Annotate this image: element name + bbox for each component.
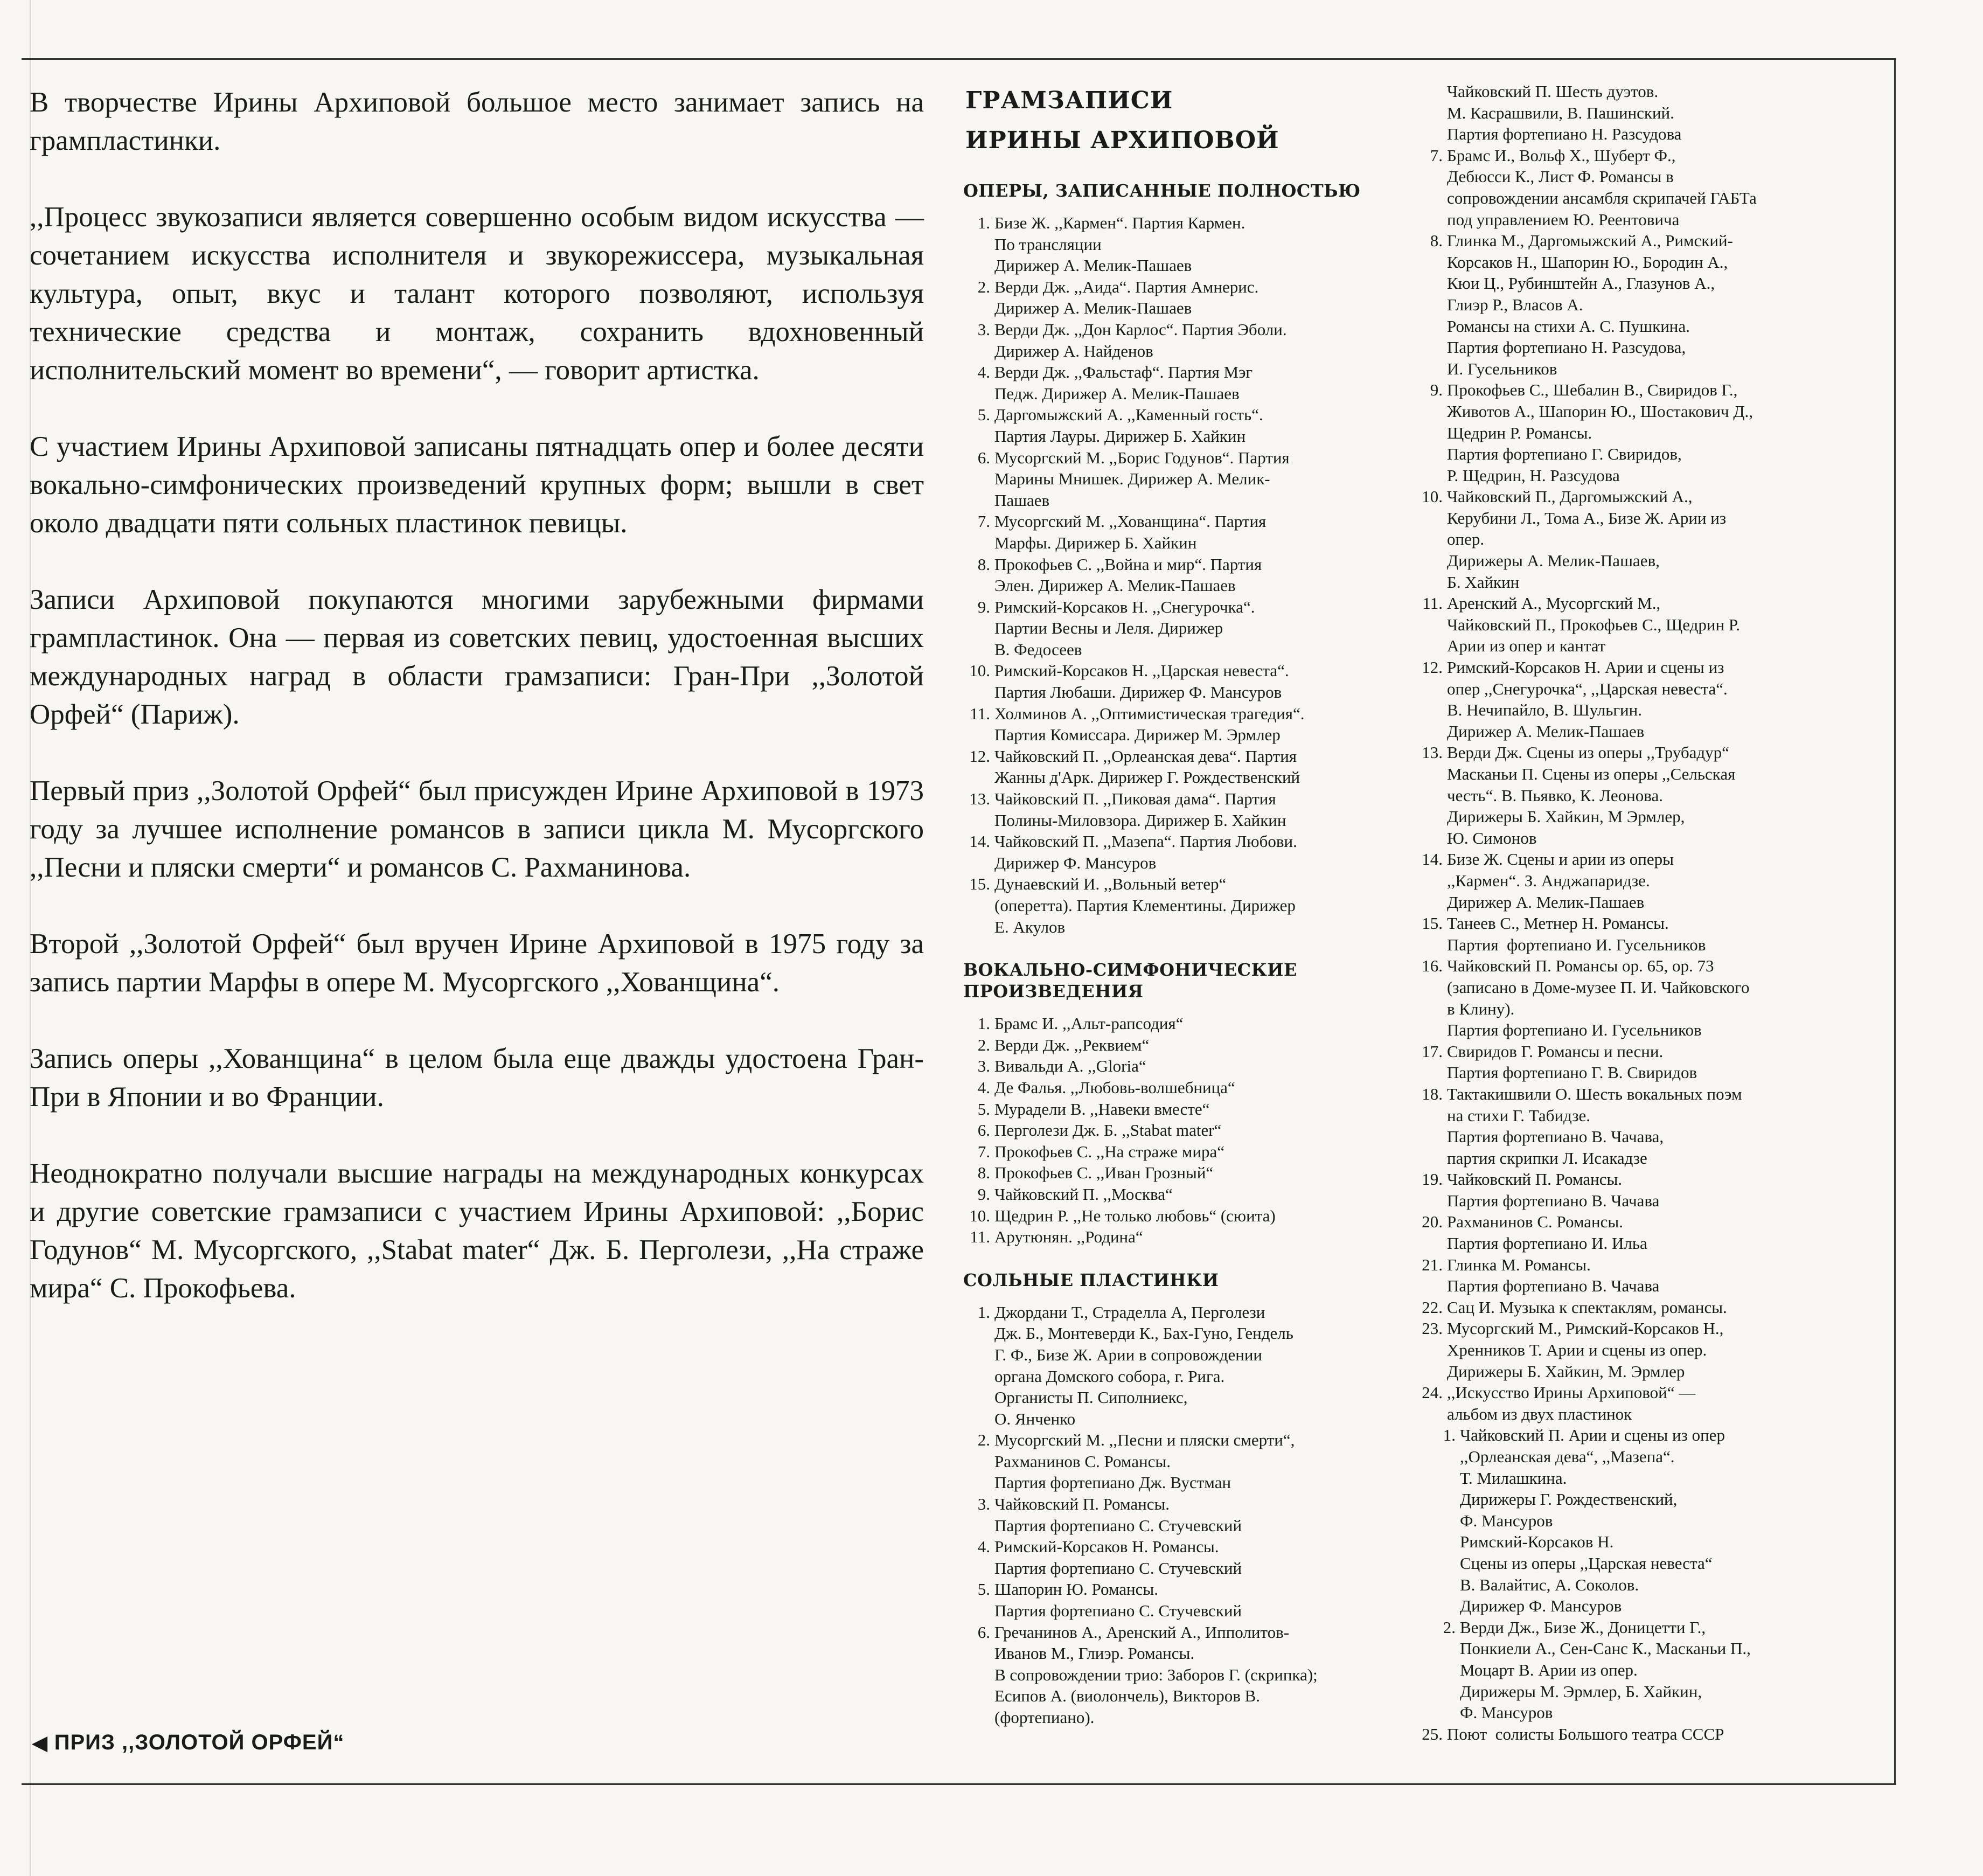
item-text: Чайковский П. ,,Пиковая дама“. Партия Полины-Миловзора. Дирижер Б. Хайкин — [994, 789, 1286, 830]
item-number: 2. — [977, 1035, 990, 1054]
list-item — [963, 596, 1394, 661]
left-pointer-icon: ◀ — [32, 1732, 48, 1754]
list-item — [963, 788, 1394, 831]
item-number: 11. — [970, 704, 990, 723]
list-item — [963, 276, 1394, 319]
item-text: Танеев С., Метнер Н. Романсы. Партия фортепиано И. Гусельников — [1447, 914, 1706, 954]
item-text: Прокофьев С. ,,Война и мир“. Партия Элен. Дирижер А. Мелик-Пашаев — [994, 554, 1262, 595]
item-text: Свиридов Г. Романсы и песни. Партия фортепиано Г. В. Свиридов — [1447, 1041, 1697, 1082]
item-text: Бизе Ж. Сцены и арии из оперы ,,Кармен“. З. Анджапаридзе. Дирижер А. Мелик-Пашаев — [1447, 850, 1674, 912]
item-number: 11. — [1422, 594, 1443, 613]
item-text: Прокофьев С. ,,Иван Грозный“ — [994, 1163, 1214, 1183]
item-text: Брамс И. ,,Альт-рапсодия“ — [994, 1014, 1184, 1033]
list-item — [963, 1622, 1394, 1728]
item-text: Глинка М. Романсы. Партия фортепиано В. Чачава — [1447, 1255, 1660, 1296]
list-item — [1416, 145, 1847, 230]
list-item — [963, 1055, 1394, 1077]
solo-list — [963, 1302, 1394, 1728]
item-number: 24. — [1422, 1383, 1443, 1402]
item-text: Мусоргский М., Римский-Корсаков Н., Хренников Т. Арии и сцены из опер. Дирижеры Б. Хайкин, М. Эрмлер — [1447, 1319, 1724, 1381]
item-number: 20. — [1422, 1212, 1443, 1232]
list-item — [963, 1099, 1394, 1120]
item-text: Гречанинов А., Аренский А., Ипполитов- Иванов М., Глиэр. Романсы. В сопровождении трио: Заборов Г. (скрипка); Есипов А. (виолончель), Викторов В. (фортепиано). — [994, 1622, 1318, 1727]
item-text: Аренский А., Мусоргский М., Чайковский П., Прокофьев С., Щедрин Р. Арии из опер и кантат — [1447, 594, 1740, 656]
solo-list-continued — [1416, 145, 1847, 1425]
discography-column-1 — [963, 81, 1394, 1750]
item-text: Чайковский П. Романсы ор. 65, ор. 73 (записано в Доме-музее П. И. Чайковского в Клину). Партия фортепиано И. Гусельников — [1447, 956, 1750, 1040]
item-text: Чайковский П. ,,Москва“ — [994, 1184, 1173, 1204]
section-title-operas: ОПЕРЫ, ЗАПИСАННЫЕ ПОЛНОСТЬЮ — [963, 180, 1361, 201]
item-text: Де Фалья. ,,Любовь-волшебница“ — [994, 1078, 1235, 1097]
caption-text: ПРИЗ ,,ЗОЛОТОЙ ОРФЕЙ“ — [54, 1731, 345, 1754]
item-number: 25. — [1422, 1724, 1443, 1743]
list-item — [963, 447, 1394, 511]
item-number: 8. — [1430, 231, 1443, 251]
last-item — [1416, 1724, 1847, 1745]
item-text: ,,Искусство Ирины Архиповой“ — альбом из двух пластинок — [1447, 1383, 1696, 1423]
paragraph: Неоднократно получали высшие награды на международных конкурсах и другие советские грамзаписи с участием Ирины Архиповой: ,,Борис Годунов“ М. Мусоргского, ,,Stabat mater“ Дж. Б. Перголези, ,,На страже мира“ С. Прокофьева. — [30, 1158, 924, 1304]
item-text: Чайковский П. ,,Мазепа“. Партия Любови. Дирижер Ф. Мансуров — [994, 832, 1297, 872]
bottom-rule — [22, 1783, 1896, 1785]
item-text: Арутюнян. ,,Родина“ — [994, 1227, 1143, 1247]
item-number: 14. — [1422, 850, 1443, 869]
item-text: Римский-Корсаков Н. ,,Царская невеста“. Партия Любаши. Дирижер Ф. Мансуров — [994, 661, 1289, 702]
list-item — [963, 1013, 1394, 1034]
list-item — [1416, 955, 1847, 1040]
item-number: 12. — [969, 746, 990, 766]
paragraph: Записи Архиповой покупаются многими зарубежными фирмами грампластинок. Она — первая из советских певиц, удостоенная высших международных наград в области грамзаписи: Гран-При ,,Золотой Орфей“ (Париж). — [30, 584, 924, 730]
item-number: 7. — [1430, 145, 1443, 165]
list-item — [963, 1536, 1394, 1579]
item-text: Джордани Т., Страделла А, Перголези Дж. Б., Монтеверди К., Бах-Гуно, Гендель Г. Ф., Бизе Ж. Арии в сопровождении органа Домского собора, г. Рига. Органисты П. Сиполниекс, О. Янченко — [994, 1302, 1293, 1428]
paragraph: Второй ,,Золотой Орфей“ был вручен Ирине Архиповой в 1975 году за запись партии Марфы в опере М. Мусоргского ,,Хованщина“. — [30, 928, 924, 998]
item-text: Холминов А. ,,Оптимистическая трагедия“. Партия Комиссара. Дирижер М. Эрмлер — [994, 704, 1305, 745]
item-number: 19. — [1422, 1170, 1443, 1189]
operas-list — [963, 212, 1394, 937]
list-item — [963, 831, 1394, 873]
item-number: 5. — [977, 1099, 990, 1118]
item-number: 10. — [1422, 487, 1443, 506]
item-text: Верди Дж. ,,Реквием“ — [994, 1035, 1150, 1054]
list-item — [963, 1205, 1394, 1227]
item-text: Чайковский П. Романсы. Партия фортепиано С. Стучевский — [994, 1495, 1242, 1535]
list-item — [963, 660, 1394, 703]
right-rule — [1894, 58, 1896, 1785]
item-number: 4. — [977, 363, 990, 382]
item-number: 6. — [977, 1622, 990, 1642]
item-text: Верди Дж. ,,Дон Карлос“. Партия Эболи. Дирижер А. Найденов — [994, 319, 1287, 360]
section-title-vocal: ВОКАЛЬНО-СИМФОНИЧЕСКИЕ ПРОИЗВЕДЕНИЯ — [963, 960, 1297, 1002]
list-item — [1416, 379, 1847, 486]
paragraph: Запись оперы ,,Хованщина“ в целом была еще дважды удостоена Гран-При в Японии и во Франции. — [30, 1043, 924, 1113]
list-item — [963, 1184, 1394, 1205]
list-item — [963, 1579, 1394, 1621]
item-number: 7. — [977, 512, 990, 531]
item-text: Тактакишвили О. Шесть вокальных поэм на стихи Г. Табидзе. Партия фортепиано В. Чачава, партия скрипки Л. Исакадзе — [1447, 1084, 1742, 1168]
paragraph: ,,Процесс звукозаписи является совершенно особым видом искусства — сочетанием искусства исполнителя и звукорежиссера, музыкальная культура, опыт, вкус и талант которого позволяют, используя технические средства и монтаж, сохранить вдохновенный исполнительский момент во времени“, — говорит артистка. — [30, 202, 924, 386]
item-text: Римский-Корсаков Н. ,,Снегурочка“. Партии Весны и Леля. Дирижер В. Федосеев — [994, 597, 1255, 659]
item-number: 17. — [1422, 1041, 1443, 1061]
item-number: 9. — [977, 597, 990, 616]
top-rule — [22, 58, 1896, 60]
list-item — [963, 1162, 1394, 1184]
item-text: Шапорин Ю. Романсы. Партия фортепиано С. Стучевский — [994, 1580, 1242, 1621]
item-text: Брамс И., Вольф Х., Шуберт Ф., Дебюсси К., Лист Ф. Романсы в сопровождении ансамбля скрипачей ГАБТа под управлением Ю. Реентовича — [1447, 145, 1757, 229]
item-text: Мурадели В. ,,Навеки вместе“ — [994, 1099, 1210, 1118]
item-text: Поют солисты Большого театра СССР — [1447, 1724, 1724, 1743]
list-item — [963, 1077, 1394, 1099]
list-item — [1416, 230, 1847, 379]
item-number: 4. — [977, 1537, 990, 1557]
list-item — [1416, 849, 1847, 913]
item-text: Римский-Корсаков Н. Арии и сцены из опер ,,Снегурочка“, ,,Царская невеста“. В. Нечипайло, В. Шульгин. Дирижер А. Мелик-Пашаев — [1447, 658, 1728, 741]
item-number: 8. — [977, 554, 990, 574]
item-number: 15. — [969, 874, 990, 894]
list-item — [963, 1429, 1394, 1493]
item-text: Чайковский П. Арии и сцены из опер ,,Орлеанская дева“, ,,Мазепа“. Т. Милашкина. Дирижеры Г. Рождественский, Ф. Мансуров Римский-Корсаков Н. Сцены из оперы ,,Царская невеста“ В. Валайтис, А. Соколов. Дирижер Ф. Мансуров — [1460, 1426, 1725, 1616]
item-number: 1. — [1443, 1426, 1456, 1445]
item-number: 2. — [1443, 1617, 1456, 1637]
vocal-list — [963, 1013, 1394, 1248]
list-item — [1416, 1083, 1847, 1169]
list-item — [1436, 1617, 1847, 1724]
list-item — [1416, 913, 1847, 955]
list-item — [1416, 486, 1847, 593]
list-item — [963, 1120, 1394, 1141]
item-text: Прокофьев С. ,,На страже мира“ — [994, 1142, 1225, 1161]
item-number: 5. — [977, 1580, 990, 1599]
album-list — [1416, 1425, 1847, 1723]
list-item — [963, 873, 1394, 937]
list-item — [963, 1226, 1394, 1248]
list-item — [1416, 1169, 1847, 1211]
item-text: Верди Дж., Бизе Ж., Доницетти Г., Понкиели А., Сен-Санс К., Масканьи П., Моцарт В. Арии из опер. Дирижеры М. Эрмлер, Б. Хайкин, Ф. Мансуров — [1460, 1617, 1751, 1722]
item-text: Верди Дж. Сцены из оперы ,,Трубадур“ Масканьи П. Сцены из оперы ,,Сельская честь“. В. Пьявко, К. Леонова. Дирижеры Б. Хайкин, М Эрмлер, Ю. Симонов — [1447, 743, 1736, 847]
item-number: 22. — [1422, 1297, 1443, 1317]
item-number: 23. — [1422, 1319, 1443, 1338]
list-item — [1416, 1211, 1847, 1254]
list-item — [963, 554, 1394, 596]
paragraph: В творчестве Ирины Архиповой большое место занимает запись на грампластинки. — [30, 87, 924, 156]
item-number: 8. — [977, 1163, 990, 1183]
list-item — [1416, 1382, 1847, 1425]
list-item — [1416, 742, 1847, 849]
item-number: 11. — [970, 1227, 990, 1247]
item-number: 2. — [977, 1430, 990, 1450]
list-item — [1416, 1318, 1847, 1382]
section-title-solo: СОЛЬНЫЕ ПЛАСТИНКИ — [963, 1269, 1219, 1290]
item-number: 9. — [977, 1184, 990, 1204]
item-number: 13. — [1422, 743, 1443, 762]
item-number: 18. — [1422, 1084, 1443, 1103]
item-number: 1. — [977, 1302, 990, 1322]
item-number: 21. — [1422, 1255, 1443, 1274]
item-number: 6. — [977, 1121, 990, 1140]
item-text: Прокофьев С., Шебалин В., Свиридов Г., Животов А., Шапорин Ю., Шостакович Д., Щедрин Р. Романсы. Партия фортепиано Г. Свиридов, Р. Щедрин, Н. Разсудова — [1447, 380, 1753, 485]
article-text — [30, 84, 924, 1346]
item-number: 3. — [977, 1057, 990, 1076]
list-item — [963, 511, 1394, 553]
list-item — [963, 212, 1394, 276]
item-number: 12. — [1422, 658, 1443, 677]
item-number: 13. — [969, 789, 990, 809]
list-item — [963, 1302, 1394, 1430]
item-number: 6. — [977, 448, 990, 467]
item-text: Чайковский П., Даргомыжский А., Керубини Л., Тома А., Бизе Ж. Арии из опер. Дирижеры А. Мелик-Пашаев, Б. Хайкин — [1447, 487, 1727, 592]
list-item — [963, 703, 1394, 746]
list-item — [963, 746, 1394, 788]
item-text: Щедрин Р. ,,Не только любовь“ (сюита) — [994, 1206, 1276, 1225]
list-item — [1416, 1724, 1847, 1745]
item-number: 15. — [1422, 914, 1443, 933]
item-number: 5. — [977, 405, 990, 425]
item-text: Дунаевский И. ,,Вольный ветер“ (оперетта). Партия Клементины. Дирижер Е. Акулов — [994, 874, 1296, 936]
item-number: 10. — [969, 661, 990, 680]
list-item — [1416, 657, 1847, 742]
list-item — [963, 1034, 1394, 1056]
paragraph: С участием Ирины Архиповой записаны пятнадцать опер и более десяти вокально-симфонических произведений крупных форм; вышли в свет около двадцати пяти сольных пластинок певицы. — [30, 431, 924, 539]
item-text: Чайковский П. ,,Орлеанская дева“. Партия Жанны д'Арк. Дирижер Г. Рождественский — [994, 746, 1300, 787]
item-text: Рахманинов С. Романсы. Партия фортепиано И. Ильа — [1447, 1212, 1647, 1253]
continuation-text: Чайковский П. Шесть дуэтов. М. Касрашвили, В. Пашинский. Партия фортепиано Н. Разсудова — [1447, 82, 1682, 144]
item-text: Римский-Корсаков Н. Романсы. Партия фортепиано С. Стучевский — [994, 1537, 1242, 1578]
item-number: 7. — [977, 1142, 990, 1161]
item-number: 9. — [1430, 380, 1443, 400]
item-text: Верди Дж. ,,Аида“. Партия Амнерис. Дирижер А. Мелик-Пашаев — [994, 277, 1259, 318]
item-number: 1. — [977, 1014, 990, 1033]
photo-caption — [32, 1731, 344, 1755]
list-item — [1416, 1254, 1847, 1297]
item-text: Перголези Дж. Б. ,,Stabat mater“ — [994, 1121, 1222, 1140]
item-text: Глинка М., Даргомыжский А., Римский- Корсаков Н., Шапорин Ю., Бородин А., Кюи Ц., Рубинштейн А., Глазунов А., Глиэр Р., Власов А. Романсы на стихи А. С. Пушкина. Партия фортепиано Н. Разсудова, И. Гусельников — [1447, 231, 1733, 378]
item-text: Даргомыжский А. ,,Каменный гость“. Партия Лауры. Дирижер Б. Хайкин — [994, 405, 1263, 446]
paragraph: Первый приз ,,Золотой Орфей“ был присужден Ирине Архиповой в 1973 году за лучшее исполнение романсов в записи цикла М. Мусоргского ,,Песни и пляски смерти“ и романсов С. Рахманинова. — [30, 775, 924, 883]
item-number: 14. — [969, 832, 990, 851]
item-text: Чайковский П. Романсы. Партия фортепиано В. Чачава — [1447, 1170, 1660, 1210]
list-item — [963, 362, 1394, 404]
list-item — [1416, 1297, 1847, 1318]
item-text: Мусоргский М. ,,Песни и пляски смерти“, Рахманинов С. Романсы. Партия фортепиано Дж. Вустман — [994, 1430, 1295, 1492]
list-item — [963, 404, 1394, 447]
item-text: Мусоргский М. ,,Хованщина“. Партия Марфы. Дирижер Б. Хайкин — [994, 512, 1267, 552]
item-number: 10. — [969, 1206, 990, 1225]
item-number: 16. — [1422, 956, 1443, 976]
item-text: Сац И. Музыка к спектаклям, романсы. — [1447, 1297, 1727, 1317]
list-item — [1436, 1425, 1847, 1616]
list-item — [963, 319, 1394, 362]
item-number: 4. — [977, 1078, 990, 1097]
discography-column-2 — [1416, 81, 1847, 1766]
item-text: Мусоргский М. ,,Борис Годунов“. Партия Марины Мнишек. Дирижер А. Мелик- Пашаев — [994, 448, 1290, 510]
item-number: 3. — [977, 1495, 990, 1514]
list-item — [1416, 593, 1847, 657]
item-number: 1. — [977, 213, 990, 232]
item-text: Бизе Ж. ,,Кармен“. Партия Кармен. По трансляции Дирижер А. Мелик-Пашаев — [994, 213, 1246, 275]
list-item — [963, 1493, 1394, 1536]
item-text: Верди Дж. ,,Фальстаф“. Партия Мэг Педж. Дирижер А. Мелик-Пашаев — [994, 363, 1253, 403]
item-number: 3. — [977, 319, 990, 339]
item-text: Вивальди А. ,,Gloria“ — [994, 1057, 1146, 1076]
discography-title: ГРАМЗАПИСИ ИРИНЫ АРХИПОВОЙ — [965, 87, 1279, 154]
item-number: 2. — [977, 277, 990, 296]
list-item — [963, 1141, 1394, 1163]
list-item — [1416, 1041, 1847, 1083]
